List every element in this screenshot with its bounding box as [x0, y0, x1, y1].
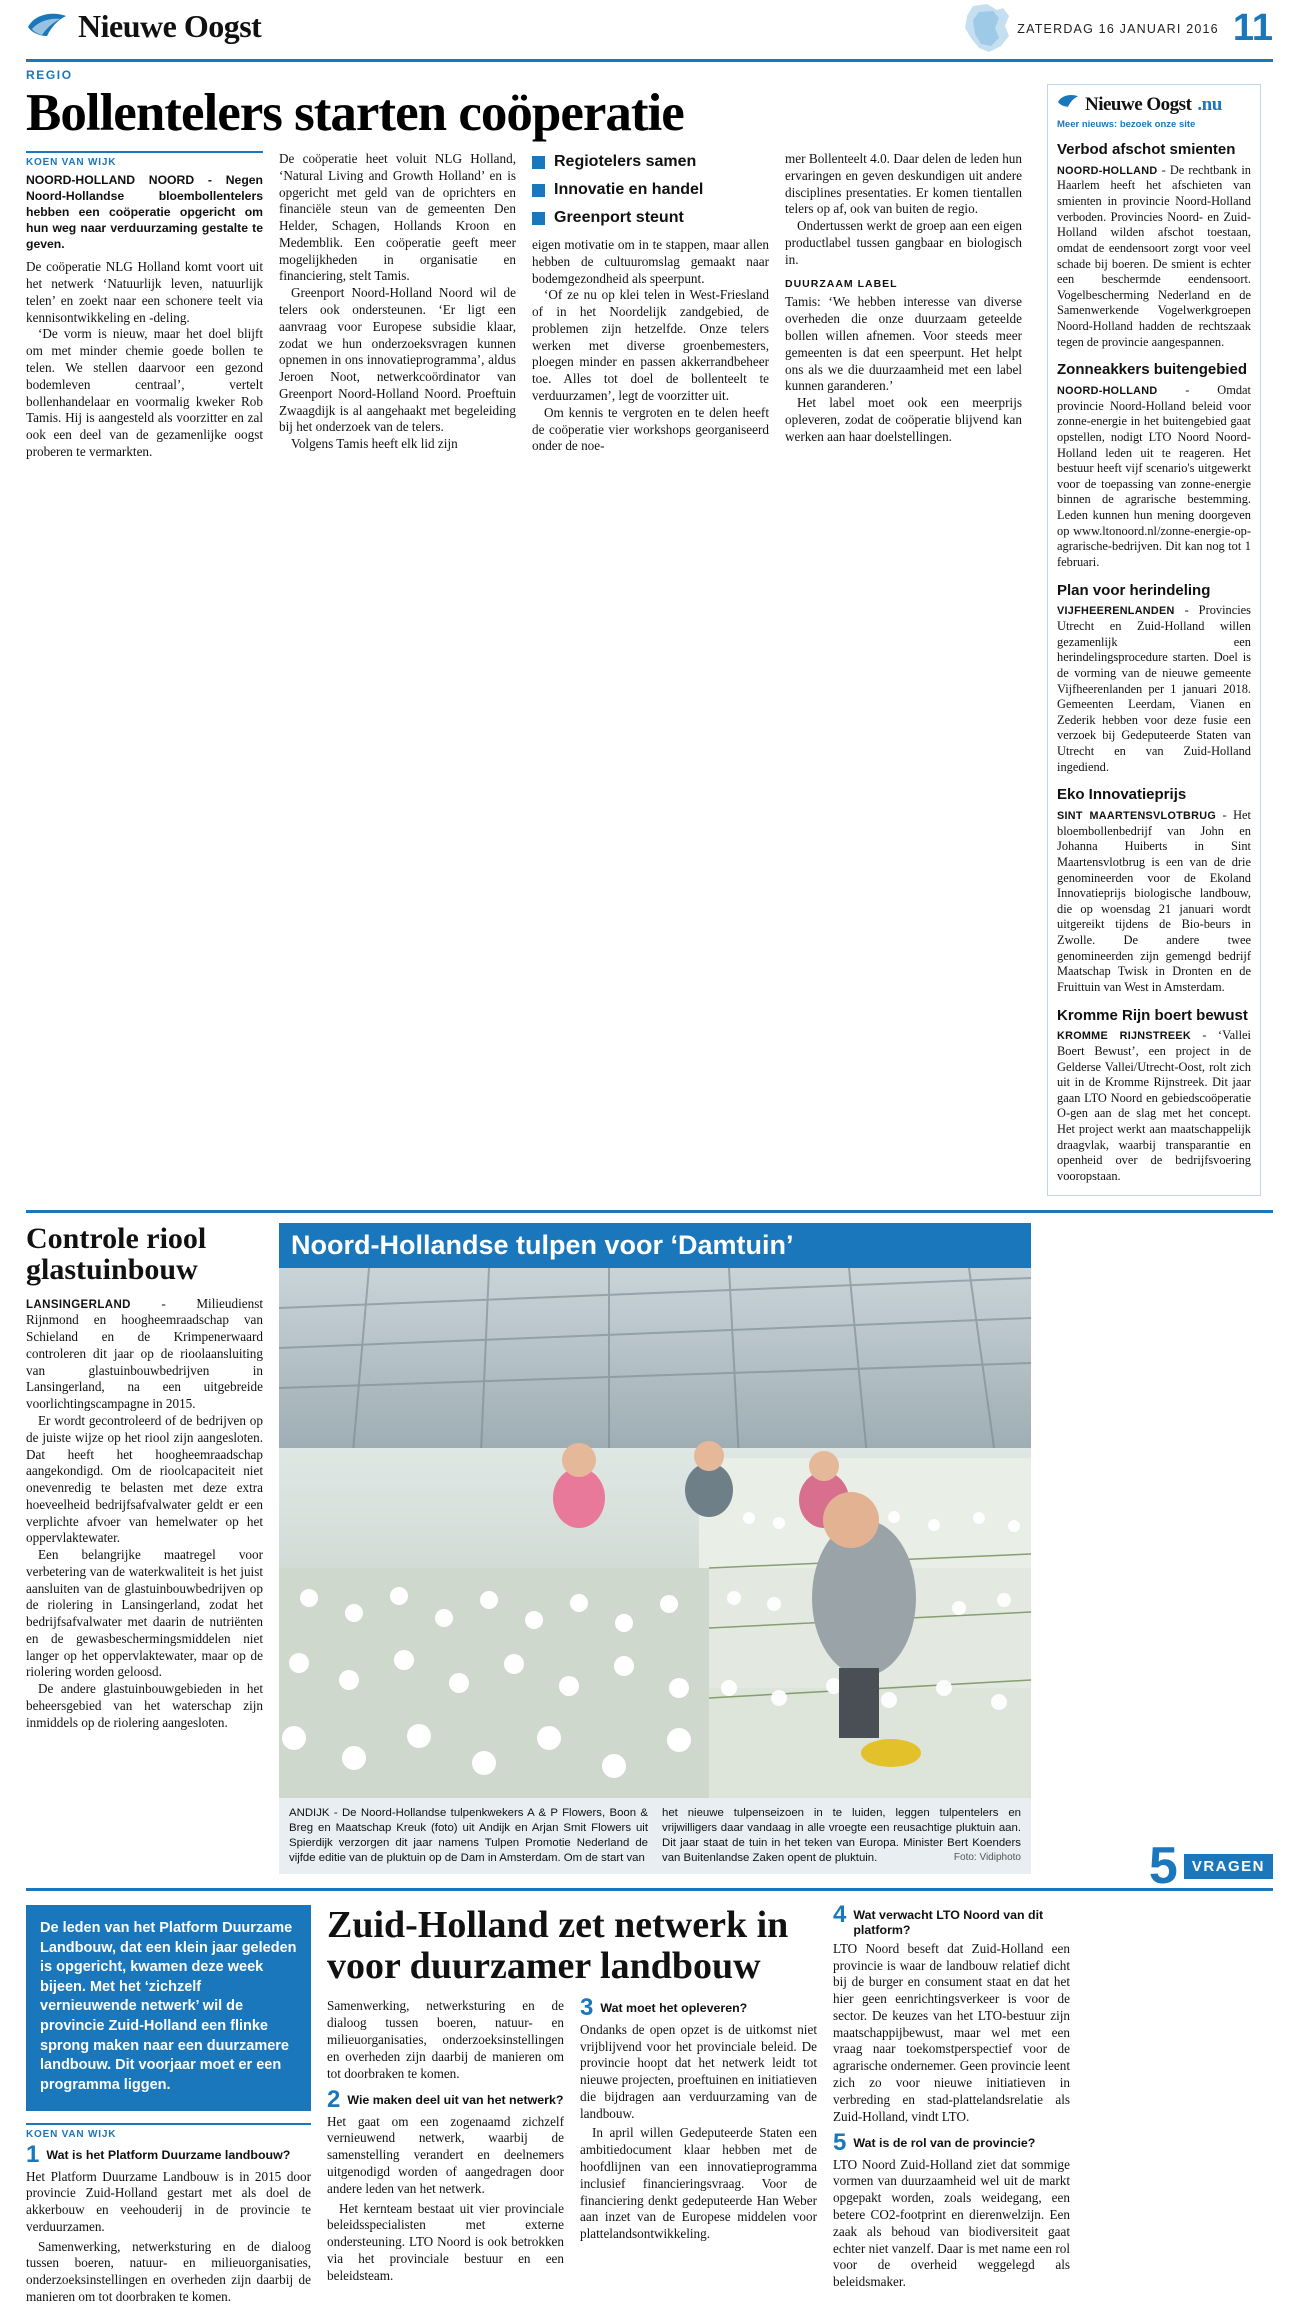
lead-article [26, 84, 1031, 1196]
bottom-grid [26, 1901, 1273, 2314]
five-questions-badge [1148, 1837, 1273, 1896]
tulip-greenhouse-photo [279, 1268, 1031, 1798]
bullet-item [532, 209, 769, 227]
paragraph [26, 1296, 263, 1413]
page-number: 11 [1232, 7, 1273, 49]
middle-section [26, 1210, 1273, 1875]
paragraph: Het label moet ook een meerprijs opleveren, zodat de coöperatie blijvend kan werken aan haar doelstellingen. [785, 395, 1022, 444]
rail-item-text [1057, 1028, 1251, 1184]
qa-item [833, 1901, 1070, 2125]
square-bullet-icon [532, 156, 545, 169]
qa-header [833, 1901, 1070, 1938]
rail-news-item [1057, 362, 1251, 570]
qa-number: 2 [327, 2086, 341, 2114]
qa-number: 1 [26, 2141, 40, 2169]
rail-news-item [1057, 787, 1251, 995]
rail-item-text [1057, 603, 1251, 775]
caption-text: ANDIJK - De Noord-Hollandse tulpenkwekers A & P Flowers, Boon & Breg en Maatschap Kreuk (foto) uit Andijk en Arjan Smit Flowers uit Spierdijk verzorgen dit jaar namens Tulpen Promotie Nederland de vijfde editie van de pluktuin op de Dam in Amsterdam. Om de start van [289, 1806, 648, 1865]
leaf-logo-icon [1057, 93, 1079, 116]
rail-item-body: - ‘Vallei Boert Bewust’, een project in de Gelderse Vallei/Utrecht-Oost, rolt zich uit in de Kromme Rijnstreek. Dit jaar gaan LTO Noord en gebiedscoöperatie O-gen aan de slag met het concept. Het project werkt aan maatschappelijk draagvlak, waarbij transparantie en openheid over de bedrijfsvoering vooropstaan. [1057, 1028, 1251, 1183]
bullet-item [532, 181, 769, 199]
rail-brand-name: Nieuwe Oogst [1085, 93, 1192, 115]
qa-number: 3 [580, 1994, 594, 2022]
qa-header [833, 2129, 1070, 2157]
rail-item-title: Kromme Rijn boert bewust [1057, 1006, 1248, 1024]
dateline: KROMME RIJNSTREEK [1057, 1030, 1191, 1043]
paragraph: Ondertussen werkt de groep aan een eigen productlabel tussen gangbaar en biologisch in. [785, 218, 1022, 267]
rail-tagline: Meer nieuws: bezoek onze site [1057, 119, 1196, 130]
paragraph: Volgens Tamis heeft elk lid zijn [291, 436, 458, 452]
qa-question: Wat verwacht LTO Noord van dit platform? [853, 1908, 1044, 1938]
photo-block [279, 1223, 1031, 1875]
bullet-list [532, 153, 769, 227]
article-title: Controle riool glastuinbouw [26, 1221, 207, 1287]
square-bullet-icon [532, 184, 545, 197]
paragraph: mer Bollenteelt 4.0. Daar delen de leden hun ervaringen en geven deskundigen uit andere disciplines presentaties. Er komen tientallen telers op af, ook van buiten de regio. [785, 151, 1022, 217]
paragraph: eigen motivatie om in te stappen, maar allen hebben de cultuuromslag gemaakt naar bodemgezondheid als speerpunt. [532, 237, 769, 286]
caption-text: het nieuwe tulpenseizoen in te luiden, leggen tulpentelers en vrijwilligers daar vandaag in alle vroegte een reusachtige pluktuin aan. Dit jaar staat de tuin in het teken van Europa. Minister Bert Koenders van Buitenlandse Zaken opent de pluktuin. [662, 1806, 1021, 1865]
qa-answer: LTO Noord Zuid-Holland ziet dat sommige vormen van duurzaamheid wel uit de markt opgepakt worden, zoals weidegang, een betere CO2-footprint en dierenwelzijn. Een zaak als behoud van biodiversiteit gaat echter niet vanzelf. Daar is met name een rol voor de overheid weggelegd als beleidsmaker. [833, 2156, 1070, 2290]
qa-item [327, 2086, 564, 2284]
brand-name: Nieuwe Oogst [78, 8, 262, 44]
rail-item-title: Eko Innovatieprijs [1057, 786, 1187, 804]
rail-item-text [1057, 163, 1251, 351]
lead-column-4 [785, 151, 1022, 460]
rail-brand[interactable] [1057, 93, 1251, 116]
rail-news-item [1057, 1008, 1251, 1185]
qa-answer: Ondanks de open opzet is de uitkomst niet vrijblijvend voor het provinciale beleid. De provincie hoopt dat het netwerk leidt tot nieuwe projecten, proeftuinen en initiatieven die bijdragen aan verduurzaming van de landbouw. [580, 2021, 817, 2121]
qa-answer: Het Platform Duurzame Landbouw is in 2015 door provincie Zuid-Holland gestart met als doel de akkerbouw en veehouderij in de provincie te verduurzamen. [26, 2168, 311, 2234]
badge-label: VRAGEN [1184, 1854, 1273, 1879]
lead-column-1 [26, 151, 263, 460]
qa-item [26, 2141, 311, 2306]
photo-caption [279, 1798, 1031, 1874]
photo-illustration [279, 1268, 1031, 1798]
rail-item-title: Zonneakkers buitengebied [1057, 361, 1248, 379]
qa-answer: In april willen Gedeputeerde Staten een ambitiedocument klaar hebben met de hoofdlijnen van een innovatieprogramma inclusief financieringsvraag. Voor de financiering denkt gedeputeerde Han Weber aan inzet van de Europese middelen voor plattelandsontwikkeling. [580, 2125, 817, 2242]
bottom-middle-col [327, 1905, 817, 2314]
bullet-label: Regiotelers samen [554, 153, 697, 171]
rail-item-title: Plan voor herindeling [1057, 581, 1211, 599]
qa-answer: Samenwerking, netwerksturing en de dialoog tussen boeren, natuur- en milieuorganisaties, onderzoeksinstellingen en overheden zijn daarbij de manieren om tot doorbraken te komen. [26, 2238, 311, 2304]
dateline: SINT MAARTENSVLOTBRUG [1057, 810, 1217, 823]
caption-column-right [662, 1806, 1021, 1866]
paragraph: Er wordt gecontroleerd of de bedrijven op de juiste wijze op het riool zijn aangesloten. Dat heeft het hoogheemraadschap aangekondigd. Om de rioolcapaciteit niet onevenredig te belasten met deze extra hoeveelheid bedrijfsafvalwater geldt er een verplichte afvoer van hemelwater op het oppervlaktewater. [26, 1412, 263, 1546]
paragraph: De coöperatie NLG Holland komt voort uit het netwerk ‘Natuurlijk leven, natuurlijk telen’ en zoekt naar een schonere teelt via kennisontwikkeling en -deling. [26, 259, 263, 325]
qa-item [580, 1994, 817, 2242]
bottom-right-col [833, 1901, 1070, 2314]
dateline: VIJFHEERENLANDEN [1057, 605, 1175, 618]
photo-banner: Noord-Hollandse tulpen voor ‘Damtuin’ [279, 1223, 1031, 1268]
rail-box [1047, 84, 1261, 1196]
section-label: REGIO [26, 68, 73, 82]
paragraph: Samenwerking, netwerksturing en de dialoog tussen boeren, natuur- en milieuorganisaties, onderzoeksinstellingen en overheden zijn daarbij de manieren om tot doorbraken te komen. [327, 1998, 564, 2081]
qa-answer: Het gaat om een zogenaamd zichzelf vernieuwend netwerk, waarbij de samenstelling verandert en deelnemers uitgenodigd worden of aangedragen door andere leden van het netwerk. [327, 2113, 564, 2196]
qa-answer: Het kernteam bestaat uit vier provinciale beleidsspecialisten met externe ondersteuning. LTO Noord is ook betrokken via het provinciale bestuur en een beleidsteam. [327, 2200, 564, 2283]
paragraph: Een belangrijke maatregel voor verbetering van de waterkwaliteit is het juist aansluiten van de glastuinbouwbedrijven op de riolering in Lansingerland, zodat het bedrijfsafvalwater met daarin de nutriënten en de gewasbeschermingsmiddelen niet langer op het oppervlaktewater, maar op de riolering worden geloosd. [26, 1547, 263, 1680]
paragraph: De coöperatie heet voluit NLG Holland, ‘Natural Living and Growth Holland’ en is opgericht met geld van de oprichters en financiële steun van de gemeenten Den Helder, Schagen, Hollands Kroon en Medemblik. Een coöperatie geeft meer mogelijkheden in organisatie en financiering, stelt Tamis. [279, 151, 516, 284]
bullet-item [532, 153, 769, 171]
qa-header [26, 2141, 311, 2169]
badge-number: 5 [1148, 1837, 1178, 1896]
right-rail [1047, 84, 1261, 1196]
top-area [26, 84, 1273, 1196]
paragraph: Om kennis te vergroten en te delen heeft de coöperatie vier workshops georganiseerd onder de noe- [532, 404, 769, 454]
dateline: LANSINGERLAND [26, 1298, 131, 1311]
paragraph: Greenport Noord-Holland Noord wil de telers ook ondersteunen. ‘Er ligt een aanvraag voor Europese subsidie klaar, zodat we hun onderzoeksvragen kunnen opnemen in ons innovatieprogramma’, aldus Jeroen Noot, netwerkcoördinator van Greenport Noord-Holland Noord. Proeftuin Zwaagdijk is al aangehaakt met begeleiding bij het onderzoek van de telers. [279, 285, 516, 435]
masthead-right [1017, 7, 1273, 49]
bottom-col-a [327, 1998, 564, 2292]
netherlands-map-icon [953, 2, 1023, 56]
issue-date: ZATERDAG 16 JANUARI 2016 [1017, 22, 1219, 37]
qa-question: Wat moet het opleveren? [600, 2001, 748, 2016]
lead-columns [26, 151, 1031, 460]
subheading: DUURZAAM LABEL [785, 278, 898, 291]
photo-credit: Foto: Vidiphoto [953, 1852, 1021, 1864]
bottom-left-col [26, 1905, 311, 2314]
rail-item-body: - Omdat provincie Noord-Holland beleid voor zonne-energie in het buitengebied gaat opstellen, nodigt LTO Noord Noord-Holland leden uit te reageren. Het bestuur heeft vijf scenario's uitgewerkt voor de toepassing van zonne-energie binnen de agrarische bestemming. Leden kunnen hun mening doorgeven op www.ltonoord.nl/zonne-energie-op-agrarische-bedrijven. Dit kan nog tot 1 februari. [1057, 383, 1251, 569]
qa-item [833, 2129, 1070, 2291]
caption-column-left [289, 1806, 648, 1866]
lead-column-2 [279, 151, 516, 460]
dateline: NOORD-HOLLAND [1057, 385, 1158, 398]
rail-brand-suffix: .nu [1197, 93, 1222, 115]
paragraph: Tamis: ‘We hebben interesse van diverse overheden die onze duurzaam geteelde bollen willen afnemen. Voor steeds meer gemeenten is dat een speerpunt. Het helpt ons als we die duurzaamheid met een label kunnen garanderen.’ [785, 294, 1022, 394]
paragraph: ‘Of ze nu op klei telen in West-Friesland of in het Noordelijk zandgebied, de problemen zijn hetzelfde. Onze telers werken met diverse groenbemesters, ploegen minder en passen akkerrandbeheer toe. Alles tot doel de bollenteelt te verduurzamen’, legt de voorzitter uit. [532, 287, 769, 403]
intro-box: De leden van het Platform Duurzame Landbouw, dat een klein jaar geleden is opgericht, kwamen deze week bijeen. Met het ‘zichzelf vernieuwende netwerk’ wil de provincie Zuid-Holland een flinke sprong maken naar een duurzamere landbouw. Dit voorjaar moet er een programma liggen. [26, 1905, 311, 2111]
rail-item-body: - Het bloembollenbedrijf van John en Johanna Huiberts in Sint Maartensvlotbrug is een van de drie genomineerden voor de Ekoland Innovatieprijs biologische landbouw, die op woensdag 21 januari wordt uitgereikt tijdens de Bio-beurs in Zwolle. De andere twee genomineerden zijn gemengd bedrijf Maatschap Twisk in Dronten en de Fruittuin van West in Amsterdam. [1057, 808, 1251, 994]
dateline: NOORD-HOLLAND [1057, 164, 1158, 177]
qa-question: Wat is het Platform Duurzame landbouw? [46, 2148, 291, 2163]
square-bullet-icon [532, 212, 545, 225]
rail-news-item [1057, 583, 1251, 776]
rail-item-text [1057, 383, 1251, 571]
qa-question: Wat is de rol van de provincie? [853, 2136, 1036, 2151]
byline: KOEN VAN WIJK [26, 2123, 311, 2140]
lead-paragraph: NOORD-HOLLAND NOORD - Negen Noord-Hollandse bloembollentelers hebben een coöperatie opgericht om hun weg naar verduurzaming gestalte te geven. [26, 173, 263, 251]
bottom-middle-cols [327, 1994, 817, 2292]
paragraph: ‘De vorm is nieuw, maar het doel blijft om met minder chemie goede bollen te telen. We stellen daarvoor een gezond bodemleven centraal’, vertelt bollenhandelaar en voormalig kweker Rob Tamis. Hij is aangesteld als voorzitter en zal ook een deel van de gezamenlijke oogst proberen te vermarkten. [26, 326, 263, 459]
bottom-headline: Zuid-Holland zet netwerk in voor duurzamer landbouw [327, 1904, 789, 1987]
bullet-label: Innovatie en handel [554, 181, 704, 199]
rail-news-item [1057, 142, 1251, 350]
qa-number: 4 [833, 1901, 847, 1929]
riool-article [26, 1223, 263, 1875]
paragraph-text: - Milieudienst Rijnmond en hoogheemraadschap van Schieland en de Krimpenerwaard controleren dit jaar op de rioolaansluiting van glastuinbouwbedrijven in Lansingerland, na een uitgebreide voorlichtingscampagne in 2015. [26, 1295, 263, 1412]
lead-column-3 [532, 151, 769, 460]
rail-item-text [1057, 808, 1251, 996]
paragraph: De andere glastuinbouwgebieden in het beheersgebied van het waterschap zijn inmiddels op de riolering aangesloten. [26, 1681, 263, 1730]
bullet-label: Greenport steunt [554, 209, 684, 227]
qa-header [327, 2086, 564, 2114]
qa-answer: LTO Noord beseft dat Zuid-Holland een provincie is waar de landbouw relatief dicht bij de burger en consument staat en dat het hier geen eenrichtingsverkeer is voor de sector. De keuzes van het LTO-bestuur zijn maatschappijbewust, maar wel met een vraag naar toekomstperspectief voor de agrarische ondernemer. Geen provincie leent zich zo voor nieuwe initiatieven in verbreding en stad-plattelandsrelatie als Zuid-Holland, vindt LTO. [833, 1940, 1070, 2124]
rail-item-title: Verbod afschot smienten [1057, 141, 1236, 158]
rail-item-body: - Provincies Utrecht en Zuid-Holland willen gezamenlijk een herindelingsprocedure starten. Doel is de vorming van de nieuwe gemeente Vijfheerenlanden per 1 januari 2018. Gemeenten Leerdam, Vianen en Zederik hebben voor deze fusie een verzoek bij Gedeputeerde Staten van Utrecht en van Zuid-Holland ingediend. [1057, 603, 1251, 774]
masthead [26, 0, 1273, 62]
leaf-logo-icon [26, 10, 68, 44]
qa-header [580, 1994, 817, 2022]
bottom-col-b [580, 1994, 817, 2292]
rail-item-body: - De rechtbank in Haarlem heeft het afschieten van smienten in provincie Noord-Holland verboden. Provincies Noord- en Zuid-Holland wilden afschot toestaan, omdat de eendensoort zorgt voor veel schade bij boeren. De smient is echter een beschermde eendensoort. Vogelbescherming Nederland en de Samenwerkende Vogelwerkgroepen Noord-Holland hadden de rechtszaak tegen de provincie aangespannen. [1057, 162, 1251, 349]
byline: KOEN VAN WIJK [26, 151, 263, 168]
page-title: Bollentelers starten coöperatie [26, 84, 684, 142]
qa-question: Wie maken deel uit van het netwerk? [347, 2093, 564, 2108]
qa-number: 5 [833, 2129, 847, 2157]
